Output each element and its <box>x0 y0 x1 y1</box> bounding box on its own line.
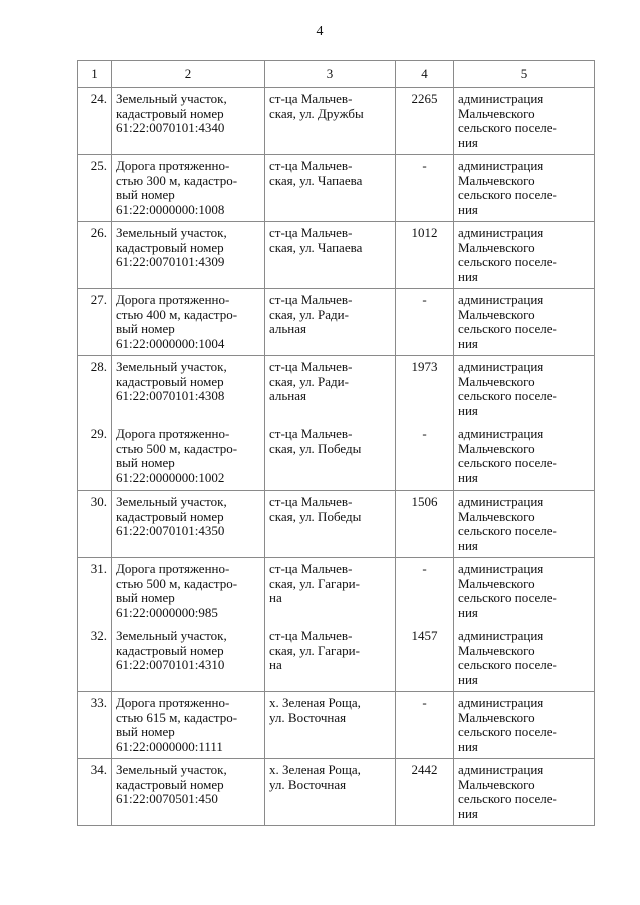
address-line: х. Зеленая Роща, <box>269 695 361 710</box>
table-row <box>78 222 595 289</box>
object-name-cell <box>112 155 265 222</box>
owner-line: ния <box>458 268 478 284</box>
object-name-line: 61:22:0000000:1002 <box>116 469 225 485</box>
row-number-cell: 30. <box>78 491 112 558</box>
table-row <box>78 289 595 356</box>
table-body <box>78 88 595 826</box>
row-number-cell: 31. <box>78 558 112 625</box>
address-line: ская, ул. Чапаева <box>269 172 363 188</box>
address-cell <box>265 423 396 491</box>
owner-line: сельского поселе- <box>458 388 557 403</box>
address-cell <box>265 558 396 625</box>
address-line: х. Зеленая Роща, <box>269 762 361 777</box>
object-name-line: кадастровый номер <box>116 508 224 524</box>
address-line: ст-ца Мальчев- <box>269 292 353 307</box>
object-name-line: кадастровый номер <box>116 373 224 389</box>
area-cell: - <box>396 423 454 491</box>
owner-line: сельского поселе- <box>458 724 557 739</box>
object-name-cell <box>112 423 265 491</box>
table-row <box>78 155 595 222</box>
owner-line: сельского поселе- <box>458 321 557 336</box>
object-name-line: 61:22:0070101:4309 <box>116 254 225 269</box>
address-line: ская, ул. Ради- <box>269 306 349 322</box>
owner-cell <box>454 222 595 289</box>
area-cell: 2265 <box>396 88 454 155</box>
owner-line: ния <box>458 134 478 150</box>
owner-line: Мальчевского <box>458 642 535 658</box>
object-name-line: Земельный участок, <box>116 359 227 374</box>
object-name-line: 61:22:0000000:1008 <box>116 201 225 217</box>
address-line: ская, ул. Победы <box>269 440 362 456</box>
address-line: ул. Восточная <box>269 776 347 792</box>
area-cell: - <box>396 558 454 625</box>
owner-line: сельского поселе- <box>458 120 557 135</box>
object-name-line: стью 500 м, кадастро- <box>116 440 238 456</box>
column-header-1: 1 <box>78 61 112 88</box>
object-name-cell <box>112 88 265 155</box>
table-row <box>78 692 595 759</box>
address-line: ст-ца Мальчев- <box>269 91 353 106</box>
address-line: на <box>269 657 282 672</box>
owner-line: Мальчевского <box>458 440 535 456</box>
owner-line: администрация <box>458 628 544 643</box>
address-line: ская, ул. Чапаева <box>269 239 363 255</box>
table-row <box>78 558 595 625</box>
owner-line: Мальчевского <box>458 373 535 389</box>
owner-line: Мальчевского <box>458 508 535 524</box>
owner-cell <box>454 491 595 558</box>
owner-cell <box>454 423 595 491</box>
owner-line: ния <box>458 738 478 754</box>
object-name-line: кадастровый номер <box>116 105 224 121</box>
owner-line: администрация <box>458 762 544 777</box>
address-line: ская, ул. Гагари- <box>269 575 360 591</box>
owner-cell <box>454 356 595 423</box>
address-line: ст-ца Мальчев- <box>269 628 353 643</box>
table-row <box>78 759 595 826</box>
owner-line: администрация <box>458 359 544 374</box>
address-cell <box>265 692 396 759</box>
object-name-line: Дорога протяженно- <box>116 561 230 576</box>
row-number-cell: 33. <box>78 692 112 759</box>
object-name-line: Земельный участок, <box>116 762 227 777</box>
owner-cell <box>454 289 595 356</box>
owner-cell <box>454 759 595 826</box>
address-line: ст-ца Мальчев- <box>269 561 353 576</box>
owner-line: Мальчевского <box>458 575 535 591</box>
row-number-cell: 24. <box>78 88 112 155</box>
table-row <box>78 356 595 423</box>
object-name-line: Земельный участок, <box>116 91 227 106</box>
owner-line: Мальчевского <box>458 172 535 188</box>
address-cell <box>265 356 396 423</box>
table-header-row <box>78 61 595 88</box>
owner-line: ния <box>458 201 478 217</box>
owner-line: сельского поселе- <box>458 523 557 538</box>
object-name-line: Земельный участок, <box>116 628 227 643</box>
address-line: альная <box>269 388 307 403</box>
table-row <box>78 625 595 692</box>
area-cell: 1506 <box>396 491 454 558</box>
object-name-line: вый номер <box>116 590 175 605</box>
owner-cell <box>454 88 595 155</box>
owner-line: Мальчевского <box>458 709 535 725</box>
owner-line: администрация <box>458 561 544 576</box>
row-number-cell: 29. <box>78 423 112 491</box>
object-name-cell <box>112 289 265 356</box>
owner-line: администрация <box>458 292 544 307</box>
owner-cell <box>454 692 595 759</box>
object-name-line: 61:22:0070101:4310 <box>116 657 225 672</box>
owner-cell <box>454 558 595 625</box>
owner-line: сельского поселе- <box>458 791 557 806</box>
address-line: ст-ца Мальчев- <box>269 225 353 240</box>
owner-line: сельского поселе- <box>458 254 557 269</box>
object-name-line: 61:22:0070501:450 <box>116 791 218 806</box>
owner-cell <box>454 155 595 222</box>
address-line: ская, ул. Гагари- <box>269 642 360 658</box>
object-name-cell <box>112 759 265 826</box>
object-name-line: Земельный участок, <box>116 225 227 240</box>
area-cell: - <box>396 289 454 356</box>
owner-line: ния <box>458 402 478 418</box>
object-name-line: 61:22:0070101:4350 <box>116 523 225 538</box>
area-cell: - <box>396 155 454 222</box>
object-name-cell <box>112 356 265 423</box>
row-number-cell: 32. <box>78 625 112 692</box>
object-name-line: 61:22:0070101:4308 <box>116 388 225 403</box>
area-cell: 2442 <box>396 759 454 826</box>
table-row <box>78 88 595 155</box>
owner-line: ния <box>458 537 478 553</box>
object-name-line: 61:22:0000000:1004 <box>116 335 225 351</box>
object-name-line: вый номер <box>116 724 175 739</box>
row-number-cell: 34. <box>78 759 112 826</box>
object-name-line: 61:22:0070101:4340 <box>116 120 225 135</box>
property-table <box>77 60 595 826</box>
object-name-line: 61:22:0000000:985 <box>116 604 218 620</box>
owner-line: Мальчевского <box>458 306 535 322</box>
object-name-cell <box>112 491 265 558</box>
object-name-line: 61:22:0000000:1111 <box>116 738 223 754</box>
object-name-line: Дорога протяженно- <box>116 292 230 307</box>
object-name-line: стью 300 м, кадастро- <box>116 172 238 188</box>
owner-line: Мальчевского <box>458 239 535 255</box>
address-line: ул. Восточная <box>269 709 347 725</box>
row-number-cell: 25. <box>78 155 112 222</box>
address-cell <box>265 88 396 155</box>
object-name-line: Дорога протяженно- <box>116 695 230 710</box>
owner-line: сельского поселе- <box>458 590 557 605</box>
owner-line: администрация <box>458 91 544 106</box>
object-name-line: вый номер <box>116 455 175 470</box>
object-name-line: вый номер <box>116 321 175 336</box>
object-name-line: стью 500 м, кадастро- <box>116 575 238 591</box>
owner-line: администрация <box>458 494 544 509</box>
owner-line: Мальчевского <box>458 105 535 121</box>
object-name-cell <box>112 692 265 759</box>
address-line: ст-ца Мальчев- <box>269 359 353 374</box>
address-cell <box>265 491 396 558</box>
page-number: 4 <box>316 24 324 39</box>
column-header-4: 4 <box>396 61 454 88</box>
address-line: ская, ул. Дружбы <box>269 105 364 121</box>
object-name-line: Дорога протяженно- <box>116 158 230 173</box>
address-line: ская, ул. Ради- <box>269 373 349 389</box>
object-name-line: кадастровый номер <box>116 642 224 658</box>
column-header-3: 3 <box>265 61 396 88</box>
object-name-line: Земельный участок, <box>116 494 227 509</box>
owner-line: администрация <box>458 158 544 173</box>
address-line: на <box>269 590 282 605</box>
column-header-5: 5 <box>454 61 595 88</box>
owner-line: сельского поселе- <box>458 455 557 470</box>
area-cell: 1012 <box>396 222 454 289</box>
address-line: ст-ца Мальчев- <box>269 158 353 173</box>
column-header-2: 2 <box>112 61 265 88</box>
object-name-line: Дорога протяженно- <box>116 426 230 441</box>
object-name-line: стью 400 м, кадастро- <box>116 306 238 322</box>
area-cell: 1457 <box>396 625 454 692</box>
owner-line: Мальчевского <box>458 776 535 792</box>
owner-line: администрация <box>458 225 544 240</box>
address-line: ст-ца Мальчев- <box>269 426 353 441</box>
owner-line: ния <box>458 805 478 821</box>
address-cell <box>265 155 396 222</box>
owner-line: ния <box>458 335 478 351</box>
owner-line: администрация <box>458 426 544 441</box>
owner-cell <box>454 625 595 692</box>
table-row <box>78 491 595 558</box>
object-name-cell <box>112 558 265 625</box>
row-number-cell: 27. <box>78 289 112 356</box>
address-cell <box>265 625 396 692</box>
address-cell <box>265 759 396 826</box>
object-name-line: кадастровый номер <box>116 776 224 792</box>
table-row <box>78 423 595 491</box>
object-name-line: кадастровый номер <box>116 239 224 255</box>
address-line: альная <box>269 321 307 336</box>
address-cell <box>265 222 396 289</box>
row-number-cell: 28. <box>78 356 112 423</box>
row-number-cell: 26. <box>78 222 112 289</box>
area-cell: 1973 <box>396 356 454 423</box>
owner-line: ния <box>458 671 478 687</box>
owner-line: сельского поселе- <box>458 657 557 672</box>
address-line: ст-ца Мальчев- <box>269 494 353 509</box>
object-name-cell <box>112 625 265 692</box>
owner-line: администрация <box>458 695 544 710</box>
object-name-line: стью 615 м, кадастро- <box>116 709 238 725</box>
address-cell <box>265 289 396 356</box>
address-line: ская, ул. Победы <box>269 508 362 524</box>
owner-line: ния <box>458 469 478 485</box>
owner-line: ния <box>458 604 478 620</box>
area-cell: - <box>396 692 454 759</box>
object-name-cell <box>112 222 265 289</box>
owner-line: сельского поселе- <box>458 187 557 202</box>
object-name-line: вый номер <box>116 187 175 202</box>
